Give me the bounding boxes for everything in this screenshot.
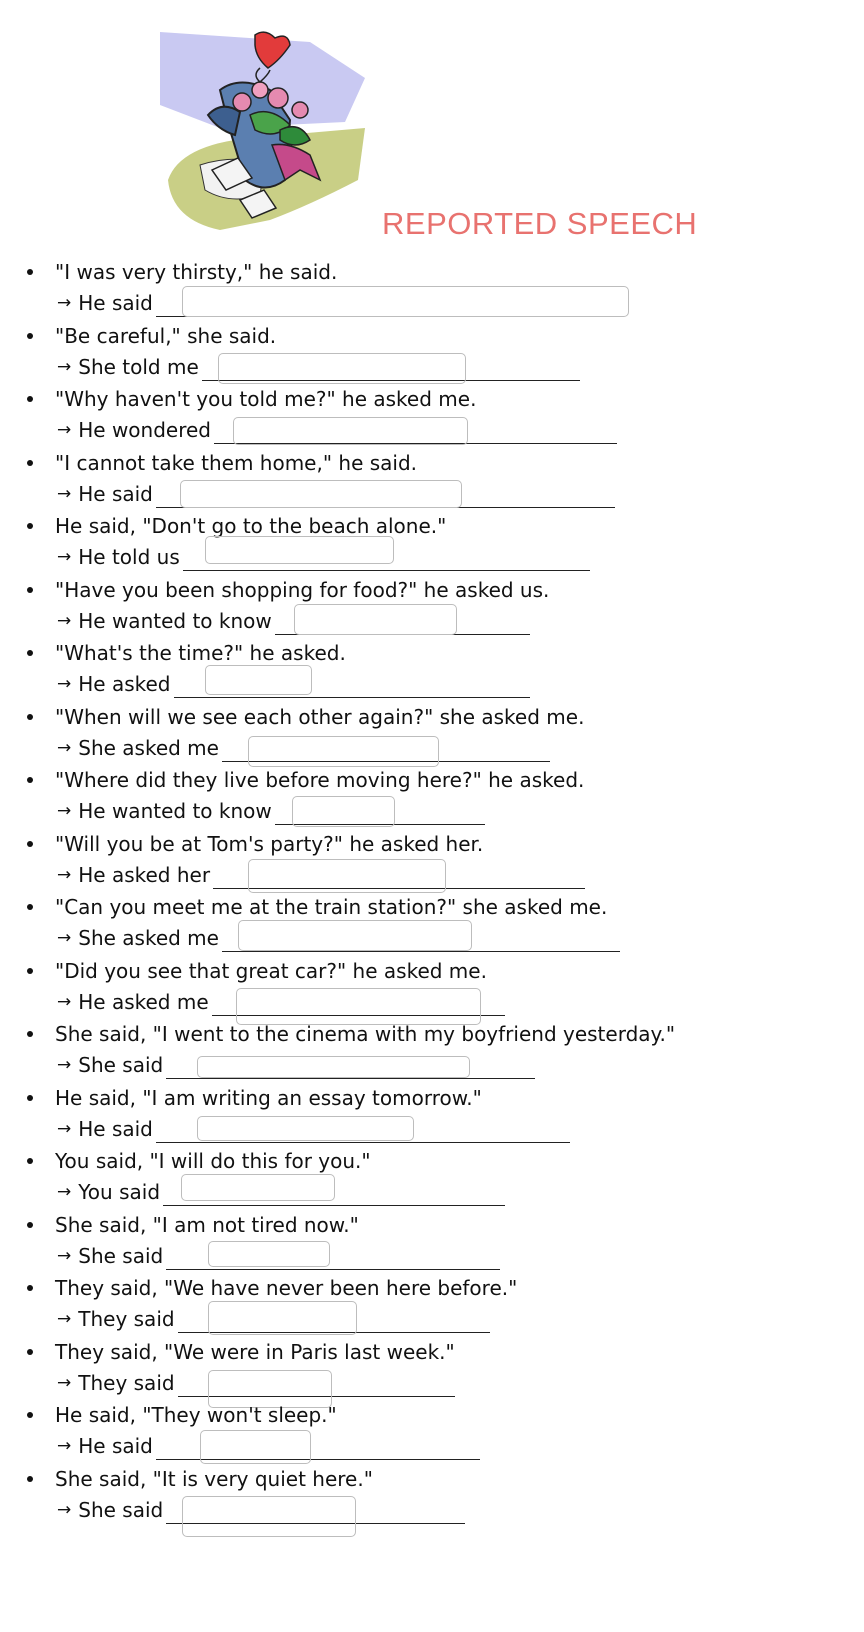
- reported-prompt: He said: [78, 1116, 153, 1141]
- direct-speech-sentence: He said, "They won't sleep.": [55, 1403, 337, 1427]
- reported-prompt: He asked her: [78, 862, 211, 887]
- answer-input[interactable]: [182, 1496, 356, 1537]
- answer-input[interactable]: [233, 417, 468, 445]
- reported-prompt: She told me: [78, 354, 199, 379]
- arrow-right-icon: →: [57, 610, 72, 631]
- exercise-list: [0, 258, 864, 1528]
- reported-prompt: He said: [78, 1434, 153, 1458]
- arrow-right-icon: →: [57, 420, 72, 440]
- answer-input[interactable]: [180, 480, 462, 508]
- answer-input[interactable]: [208, 1301, 357, 1335]
- bullet-icon: [27, 1095, 33, 1101]
- arrow-right-icon: →: [57, 991, 72, 1012]
- exercise-item: [0, 1147, 864, 1211]
- exercise-item: [0, 893, 864, 957]
- bullet-icon: [27, 1349, 33, 1355]
- reported-prompt: He wondered: [78, 418, 212, 442]
- answer-input[interactable]: [197, 1056, 470, 1078]
- bullet-icon: [27, 396, 33, 402]
- reported-prompt: You said: [78, 1180, 161, 1204]
- bullet-icon: [27, 1031, 33, 1037]
- bullet-icon: [27, 650, 33, 656]
- reported-prompt: She said: [78, 1497, 164, 1522]
- direct-speech-sentence: "Where did they live before moving here?" he asked.: [55, 768, 585, 792]
- direct-speech-sentence: They said, "We have never been here before.": [55, 1276, 518, 1300]
- direct-speech-sentence: They said, "We were in Paris last week.": [55, 1339, 455, 1364]
- exercise-item: [0, 1274, 864, 1338]
- bullet-icon: [27, 904, 33, 910]
- direct-speech-sentence: "I was very thirsty," he said.: [55, 260, 338, 284]
- reported-prompt: He asked: [78, 672, 171, 696]
- reported-prompt: She asked me: [78, 926, 219, 950]
- direct-speech-sentence: "Why haven't you told me?" he asked me.: [55, 387, 477, 411]
- reported-prompt: They said: [78, 1307, 175, 1331]
- exercise-item: [0, 639, 864, 703]
- direct-speech-sentence: "What's the time?" he asked.: [55, 641, 346, 665]
- exercise-item: [0, 449, 864, 513]
- reported-prompt: He asked me: [78, 989, 209, 1014]
- exercise-item: [0, 1338, 864, 1402]
- arrow-right-icon: →: [57, 928, 72, 948]
- direct-speech-sentence: "Will you be at Tom's party?" he asked her.: [55, 831, 484, 856]
- bullet-icon: [27, 460, 33, 466]
- bullet-icon: [27, 1285, 33, 1291]
- direct-speech-sentence: "I cannot take them home," he said.: [55, 450, 418, 475]
- arrow-right-icon: →: [57, 1118, 72, 1139]
- exercise-item: [0, 1401, 864, 1465]
- reported-prompt: He told us: [78, 545, 180, 569]
- direct-speech-sentence: "Can you meet me at the train station?" she asked me.: [55, 895, 608, 919]
- arrow-right-icon: →: [57, 801, 72, 821]
- exercise-item: [0, 1211, 864, 1275]
- arrow-right-icon: →: [57, 1182, 72, 1202]
- reported-prompt: He said: [78, 291, 153, 315]
- answer-input[interactable]: [197, 1116, 414, 1141]
- exercise-item: [0, 957, 864, 1021]
- bullet-icon: [27, 269, 33, 275]
- answer-input[interactable]: [205, 536, 394, 564]
- exercise-item: [0, 703, 864, 767]
- reported-prompt: They said: [78, 1370, 175, 1395]
- reported-prompt: He wanted to know: [78, 799, 272, 823]
- direct-speech-sentence: He said, "I am writing an essay tomorrow.": [55, 1085, 482, 1110]
- arrow-right-icon: →: [57, 1245, 72, 1266]
- exercise-item: [0, 830, 864, 894]
- arrow-right-icon: →: [57, 1372, 72, 1393]
- bullet-icon: [27, 968, 33, 974]
- reported-prompt: She said: [78, 1053, 164, 1077]
- reported-prompt: He said: [78, 481, 153, 506]
- exercise-item: [0, 576, 864, 640]
- reported-prompt: He wanted to know: [78, 608, 272, 633]
- answer-input[interactable]: [248, 736, 439, 767]
- answer-input[interactable]: [238, 920, 472, 951]
- exercise-item: [0, 322, 864, 386]
- arrow-right-icon: →: [57, 674, 72, 694]
- page-title: REPORTED SPEECH: [382, 206, 698, 241]
- bullet-icon: [27, 587, 33, 593]
- bullet-icon: [27, 1158, 33, 1164]
- arrow-right-icon: →: [57, 1055, 72, 1075]
- bullet-icon: [27, 777, 33, 783]
- answer-input[interactable]: [236, 988, 481, 1025]
- exercise-item: [0, 1084, 864, 1148]
- bullet-icon: [27, 523, 33, 529]
- bullet-icon: [27, 1222, 33, 1228]
- answer-input[interactable]: [208, 1241, 330, 1267]
- bullet-icon: [27, 333, 33, 339]
- arrow-right-icon: →: [57, 483, 72, 504]
- answer-input[interactable]: [294, 604, 457, 635]
- arrow-right-icon: →: [57, 1436, 72, 1456]
- arrow-right-icon: →: [57, 1309, 72, 1329]
- arrow-right-icon: →: [57, 737, 72, 758]
- answer-input[interactable]: [181, 1174, 335, 1201]
- bouquet-clipart-icon: [160, 30, 380, 235]
- bullet-icon: [27, 1412, 33, 1418]
- arrow-right-icon: →: [57, 864, 72, 885]
- bullet-icon: [27, 841, 33, 847]
- bullet-icon: [27, 1476, 33, 1482]
- answer-input[interactable]: [218, 353, 466, 384]
- direct-speech-sentence: He said, "Don't go to the beach alone.": [55, 514, 447, 538]
- answer-input[interactable]: [182, 286, 629, 317]
- direct-speech-sentence: "Did you see that great car?" he asked me.: [55, 958, 487, 983]
- reported-prompt: She asked me: [78, 735, 219, 760]
- direct-speech-sentence: She said, "I am not tired now.": [55, 1212, 359, 1237]
- direct-speech-sentence: You said, "I will do this for you.": [55, 1149, 371, 1173]
- direct-speech-sentence: "Be careful," she said.: [55, 323, 277, 348]
- direct-speech-sentence: She said, "It is very quiet here.": [55, 1466, 373, 1491]
- direct-speech-sentence: She said, "I went to the cinema with my boyfriend yesterday.": [55, 1022, 676, 1046]
- answer-input[interactable]: [200, 1430, 311, 1464]
- exercise-item: [0, 258, 864, 322]
- direct-speech-sentence: "When will we see each other again?" she asked me.: [55, 704, 585, 729]
- arrow-right-icon: →: [57, 547, 72, 567]
- exercise-item: [0, 1465, 864, 1529]
- answer-input[interactable]: [248, 859, 446, 893]
- answer-row: [57, 797, 485, 825]
- direct-speech-sentence: "Have you been shopping for food?" he asked us.: [55, 577, 550, 602]
- arrow-right-icon: →: [57, 356, 72, 377]
- reported-prompt: She said: [78, 1243, 164, 1268]
- exercise-item: [0, 512, 864, 576]
- arrow-right-icon: →: [57, 1499, 72, 1520]
- answer-input[interactable]: [205, 665, 312, 695]
- exercise-item: [0, 385, 864, 449]
- bullet-icon: [27, 714, 33, 720]
- exercise-item: [0, 1020, 864, 1084]
- arrow-right-icon: →: [57, 293, 72, 313]
- exercise-item: [0, 766, 864, 830]
- answer-input[interactable]: [292, 796, 395, 827]
